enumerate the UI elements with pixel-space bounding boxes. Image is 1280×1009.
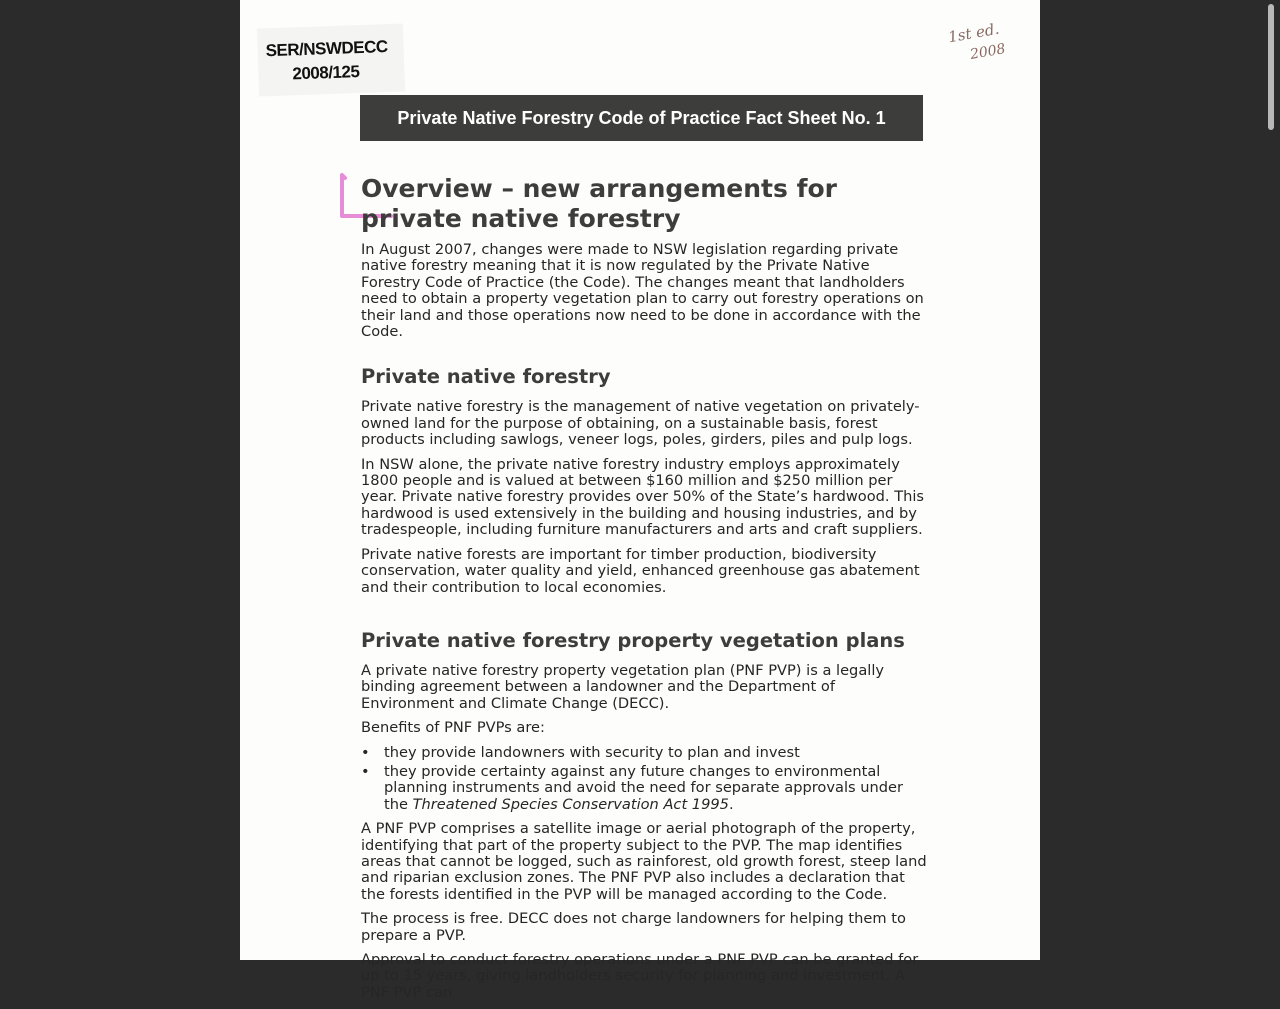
handwritten-note [940,19,1030,72]
section-heading-private-native-forestry: Private native forestry [361,365,611,389]
banner-title: Private Native Forestry Code of Practice Fact Sheet No. 1 [397,107,886,128]
section-heading-property-vegetation-plans: Private native forestry property vegetation plans [361,628,905,652]
section2-paragraph: The process is free. DECC does not charge landowners for helping them to prepare a PVP. [361,910,906,944]
handwritten-note-line-2: 2008 [968,41,1007,63]
section2-paragraph: A PNF PVP comprises a satellite image or aerial photograph of the property, identifying that part of the property subject to the PVP. The map identifies areas that cannot be logged, such as rainforest, old growth forest, steep land and riparian exclusion zones. The PNF PVP also includes a declaration that the forests identified in the PVP will be managed according to the Code. [361,820,927,903]
archive-stamp [257,23,405,96]
section1-paragraph: In NSW alone, the private native forestry industry employs approximately 1800 people and is valued at between $160 million and $250 million per year. Private native forestry provides over 50% of the State’s hardwood. This hardwood is used extensively in the building and housing industries, and by tradespeople, including furniture manufacturers and arts and craft suppliers. [361,455,925,539]
benefits-intro: Benefits of PNF PVPs are: [361,719,545,737]
section1-paragraph: Private native forestry is the management of native vegetation on privately-owned land for the purpose of obtaining, on a sustainable basis, forest products including sawlogs, veneer logs, poles, girders, piles and pulp logs. [361,398,920,449]
benefit-text: they provide landowners with security to plan and invest [384,743,800,761]
stamp-line-1: SER/NSWDECC [265,37,388,61]
intro-paragraph: In August 2007, changes were made to NSW legislation regarding private native forestry meaning that it is now regulated by the Private Native Forestry Code of Practice (the Code). The changes meant that landholders need to obtain a property vegetation plan to carry out forestry operations on their land and those operations now need to be done in accordance with the Code. [361,241,924,341]
vertical-scrollbar[interactable] [1262,0,1280,960]
section2-paragraph: A private native forestry property vegetation plan (PNF PVP) is a legally binding agreement between a landowner and the Department of Environment and Climate Change (DECC). [361,661,885,712]
page-title: Overview – new arrangements for private native forestry [361,174,837,233]
section2-paragraph: Approval to conduct forestry operations under a PNF PVP can be granted for up to 15 years, giving landholders security for planning and investment. A PNF PVP can [361,951,919,1001]
act-title: Threatened Species Conservation Act 1995 [412,795,729,813]
benefits-list [361,745,931,814]
benefit-text-end: . [728,795,734,813]
document-page [240,0,1040,1001]
section1-paragraph: Private native forests are important for timber production, biodiversity conservation, water quality and yield, enhanced greenhouse gas abatement and their contribution to local economies. [361,545,920,596]
scrollbar-thumb[interactable] [1268,4,1274,130]
handwritten-note-line-1: 1st ed. [946,19,1001,47]
fact-sheet-banner [360,95,923,141]
benefit-text: they provide certainty against any future changes to environmental planning instruments and avoid the need for separate approvals under the [384,762,903,813]
list-item [361,745,931,761]
list-item [361,764,931,813]
stamp-line-2: 2008/125 [292,62,360,84]
document-body [361,174,931,1009]
